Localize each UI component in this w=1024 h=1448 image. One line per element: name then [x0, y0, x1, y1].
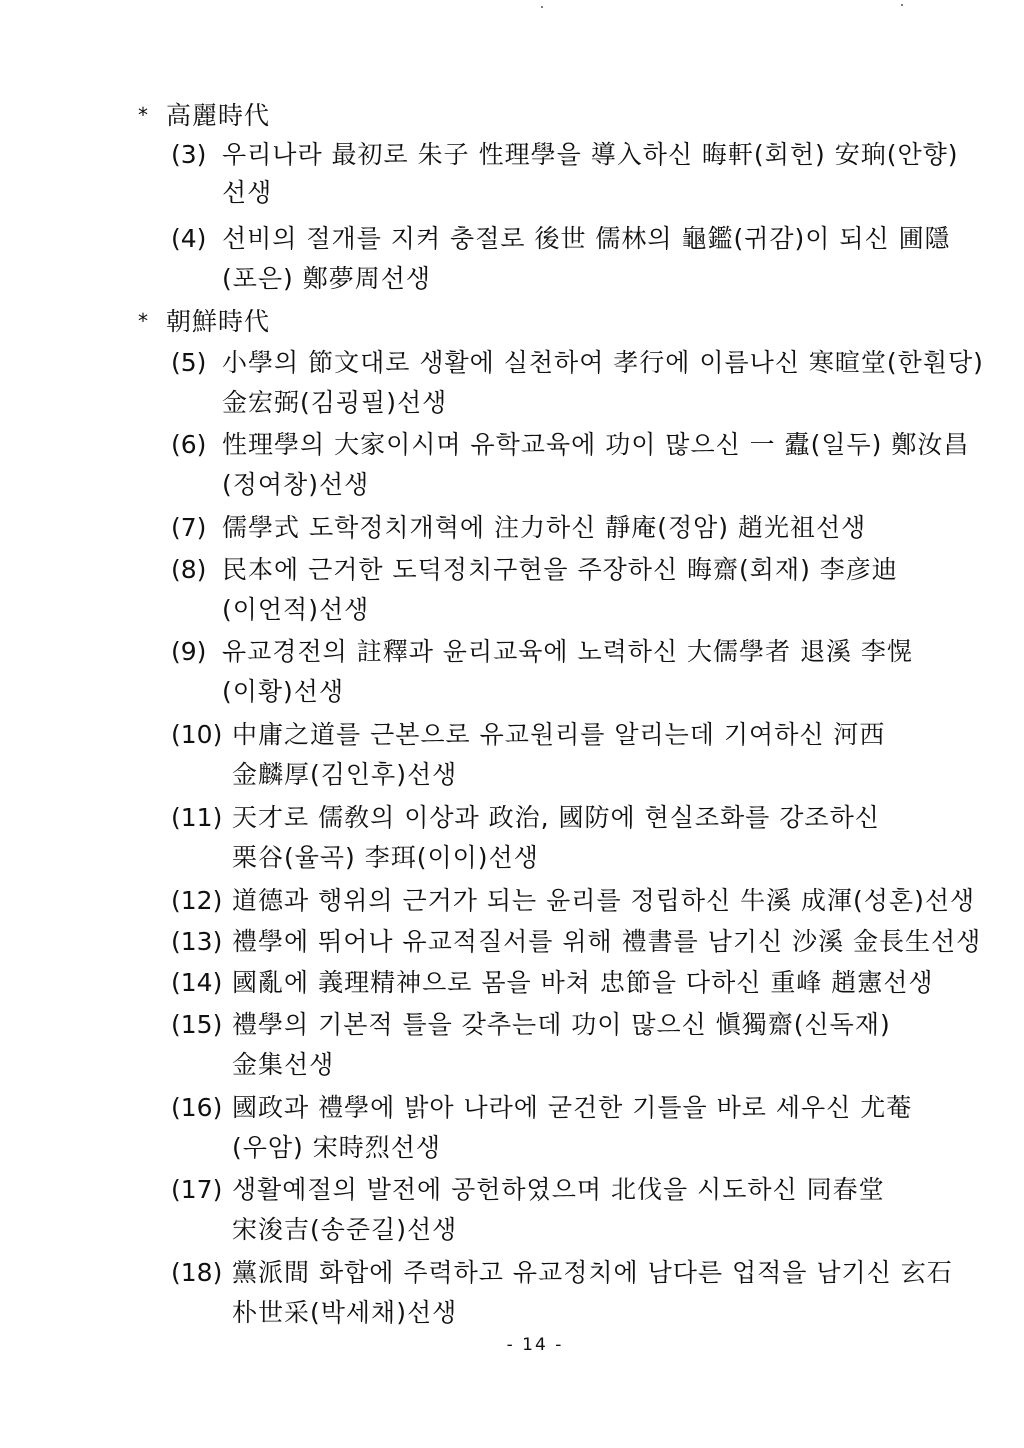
item-number: (5)	[171, 348, 207, 377]
item-text-line: 民本에 근거한 도덕정치구현을 주장하신 晦齋(회재) 李彦迪	[222, 555, 898, 584]
item-text-line: (포은) 鄭夢周선생	[222, 264, 432, 293]
star-marker: *	[138, 103, 149, 127]
item-number: (18)	[171, 1258, 223, 1287]
item-number: (12)	[171, 886, 223, 915]
section-heading-goryeo	[138, 100, 270, 131]
item-text-line: (정여창)선생	[222, 470, 370, 499]
item-text-line: 儒學式 도학정치개혁에 注力하신 靜庵(정암) 趙光祖선생	[222, 513, 867, 542]
item-text-line: 小學의 節文대로 생활에 실천하여 孝行에 이름나신 寒暄堂(한훤당)	[222, 348, 984, 377]
item-number: (3)	[171, 140, 207, 169]
item-number: (16)	[171, 1093, 223, 1122]
item-number: (6)	[171, 430, 207, 459]
item-text-line: (이언적)선생	[222, 595, 370, 624]
item-number: (17)	[171, 1175, 223, 1204]
item-number: (14)	[171, 968, 223, 997]
item-text-line: 黨派間 화합에 주력하고 유교정치에 남다른 업적을 남기신 玄石	[232, 1258, 953, 1287]
item-text-line: 金集선생	[232, 1050, 335, 1079]
item-text-line: 金麟厚(김인후)선생	[232, 760, 458, 789]
item-text-line: 國亂에 義理精神으로 몸을 바쳐 忠節을 다하신 重峰 趙憲선생	[232, 968, 934, 997]
section-title: 朝鮮時代	[166, 307, 271, 336]
item-text-line: 宋浚吉(송준길)선생	[232, 1215, 458, 1244]
item-number: (13)	[171, 927, 223, 956]
item-text-line: 天才로 儒敎의 이상과 政治, 國防에 현실조화를 강조하신	[232, 803, 880, 832]
page-number: - 14 -	[506, 1335, 564, 1355]
item-text-line: 道德과 행위의 근거가 되는 윤리를 정립하신 牛溪 成渾(성혼)선생	[232, 886, 976, 915]
item-text-line: 中庸之道를 근본으로 유교원리를 알리는데 기여하신 河西	[232, 720, 886, 749]
item-text-line: 선비의 절개를 지켜 충절로 後世 儒林의 龜鑑(귀감)이 되신 圃隱	[222, 224, 951, 253]
scan-speck	[901, 4, 903, 6]
item-text-line: 생활예절의 발전에 공헌하였으며 北伐을 시도하신 同春堂	[232, 1175, 885, 1204]
item-text-line: 禮學에 뛰어나 유교적질서를 위해 禮書를 남기신 沙溪 金長生선생	[232, 927, 982, 956]
item-text-line: (이황)선생	[222, 677, 345, 706]
item-number: (8)	[171, 555, 207, 584]
item-number: (15)	[171, 1010, 223, 1039]
item-text-line: 國政과 禮學에 밝아 나라에 굳건한 기틀을 바로 세우신 尤菴	[232, 1093, 913, 1122]
item-text-line: 선생	[222, 178, 273, 207]
item-text-line: (우암) 宋時烈선생	[232, 1133, 442, 1162]
item-text-line: 金宏弼(김굉필)선생	[222, 388, 448, 417]
item-text-line: 朴世采(박세채)선생	[232, 1298, 458, 1327]
item-number: (9)	[171, 637, 207, 666]
section-title: 高麗時代	[166, 101, 271, 130]
star-marker: *	[138, 309, 149, 333]
item-text-line: 우리나라 最初로 朱子 性理學을 導入하신 晦軒(회헌) 安珦(안향)	[222, 140, 959, 169]
item-number: (7)	[171, 513, 207, 542]
scan-speck	[541, 6, 543, 8]
item-number: (10)	[171, 720, 223, 749]
item-text-line: 栗谷(율곡) 李珥(이이)선생	[232, 843, 539, 872]
item-number: (4)	[171, 224, 207, 253]
item-text-line: 禮學의 기본적 틀을 갖추는데 功이 많으신 愼獨齋(신독재)	[232, 1010, 891, 1039]
section-heading-joseon	[138, 306, 270, 337]
item-text-line: 性理學의 大家이시며 유학교육에 功이 많으신 一 蠹(일두) 鄭汝昌	[222, 430, 970, 459]
item-text-line: 유교경전의 註釋과 윤리교육에 노력하신 大儒學者 退溪 李愰	[222, 637, 913, 666]
item-number: (11)	[171, 803, 223, 832]
